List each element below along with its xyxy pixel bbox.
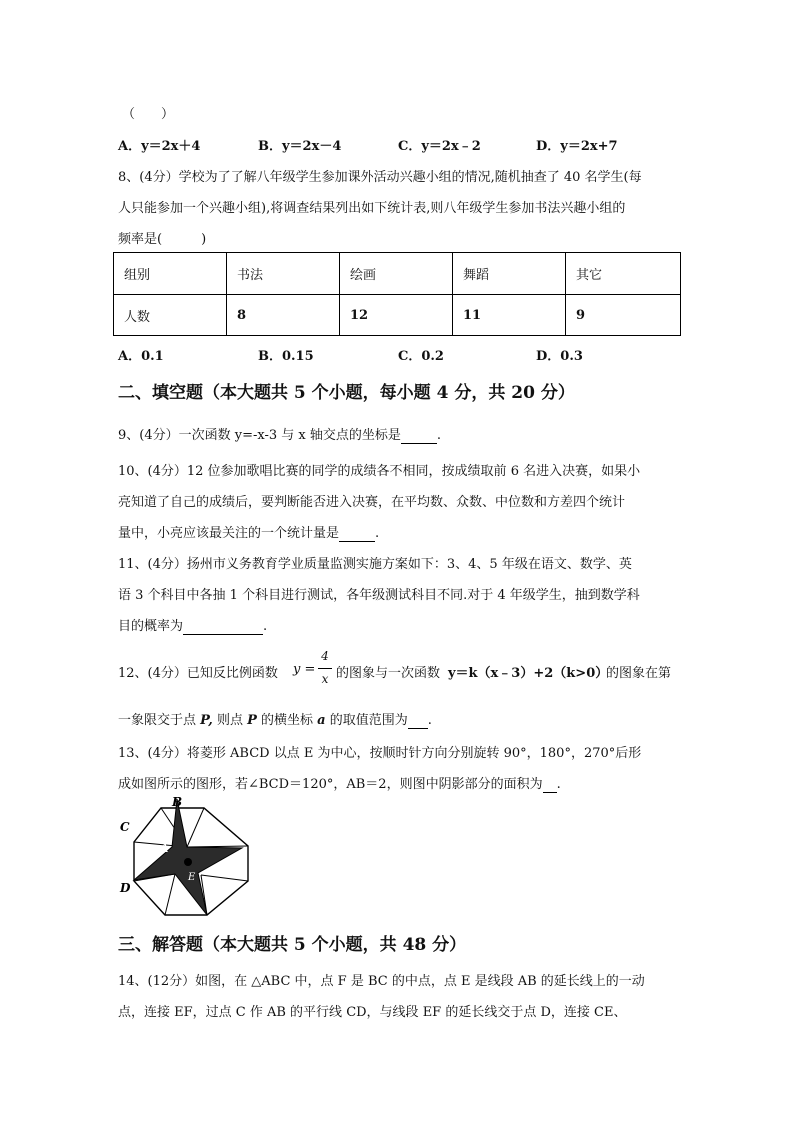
q13-answer-blank [543, 777, 557, 793]
q12-end: . [427, 713, 432, 728]
label-c: C [120, 820, 130, 834]
table-cell: 绘画 [340, 253, 453, 295]
q13-line-1: 13、(4分）将菱形 ABCD 以点 E 为中心，按顺时针方向分别旋转 90°，180°，270°后形 [118, 746, 642, 761]
center-point-e [184, 858, 192, 866]
q13-line-2 [118, 773, 561, 793]
q8-stat-table [113, 252, 681, 336]
label-a: A [160, 841, 169, 855]
q12-prefix: 12、(4分）已知反比例函数 [118, 666, 278, 681]
q12-answer-blank [408, 713, 428, 729]
q8-line-2: 人只能参加一个兴趣小组),将调查结果列出如下统计表,则八年级学生参加书法兴趣小组的 [118, 201, 626, 216]
q8-option-c: C．0.2 [398, 349, 444, 364]
q10-text: 量中，小亮应该最关注的一个统计量是 [118, 526, 340, 541]
q7-option-b: B．y＝2x－4 [258, 139, 342, 154]
table-cell: 组别 [114, 253, 227, 295]
table-cell: 书法 [227, 253, 340, 295]
q9-line [118, 424, 441, 444]
q8-line-1: 8、(4分）学校为了了解八年级学生参加课外活动兴趣小组的情况,随机抽查了 40 名学生(每 [118, 170, 642, 185]
q7-option-c: C．y＝2x﹣2 [398, 139, 481, 154]
q7-option-d: D．y＝2x+7 [536, 139, 618, 154]
q12-line2d: 的取值范围为 [329, 713, 408, 728]
table-cell: 9 [566, 295, 681, 336]
q12-a: a [317, 713, 326, 728]
q12-middle: 的图象与一次函数 [336, 666, 441, 681]
q11-line-2: 语 3 个科目中各抽 1 个科目进行测试，各年级测试科目不同.对于 4 年级学生，抽到数学科 [118, 588, 640, 603]
q8-option-b: B．0.15 [258, 349, 314, 364]
q9-end: . [436, 428, 442, 443]
q12-suffix: 的图象在第 [606, 666, 672, 681]
q11-text: 目的概率为 [118, 619, 184, 634]
table-cell: 12 [340, 295, 453, 336]
q8-line-3: 频率是( ) [118, 232, 207, 247]
q10-end: . [375, 526, 380, 541]
q12-fraction-num: 4 [321, 649, 329, 663]
label-b: B [172, 795, 183, 809]
q11-line-3 [118, 615, 267, 635]
label-e: E [188, 872, 196, 883]
table-header-row [114, 253, 681, 295]
q11-line-1: 11、(4分）扬州市义务教育学业质量监测实施方案如下：3、4、5 年级在语文、数学、英 [118, 557, 632, 572]
q9-answer-blank [401, 428, 437, 444]
q10-line-3 [118, 522, 379, 542]
q7-answer-paren: （ ） [122, 107, 175, 122]
q12-fraction-bar [318, 668, 332, 669]
section-2-title: 二、填空题（本大题共 5 个小题，每小题 4 分，共 20 分） [118, 383, 575, 403]
q12-line2b: 则点 [216, 713, 243, 728]
table-cell: 其它 [566, 253, 681, 295]
q14-line-1: 14、(12分）如图，在 △ABC 中，点 F 是 BC 的中点，点 E 是线段 AB 的延长线上的一动 [118, 974, 645, 989]
q11-end: . [263, 619, 268, 634]
q7-option-a: A．y＝2x＋4 [118, 139, 201, 154]
table-cell: 舞蹈 [453, 253, 566, 295]
q13-end: . [556, 777, 561, 792]
q12-linear: y＝k（x﹣3）+2（k>0） [448, 666, 609, 681]
q10-line-1: 10、(4分）12 位参加歌唱比赛的同学的成绩各不相同，按成绩取前 6 名进入决赛，如果小 [118, 464, 641, 479]
q8-option-a: A．0.1 [118, 349, 164, 364]
q8-option-d: D．0.3 [536, 349, 583, 364]
q11-answer-blank [183, 619, 263, 635]
q10-line-2: 亮知道了自己的成绩后，要判断能否进入决赛，在平均数、众数、中位数和方差四个统计 [118, 495, 626, 510]
q12-y-eq: y = [293, 662, 316, 677]
label-d: D [120, 881, 131, 895]
q14-line-2: 点，连接 EF，过点 C 作 AB 的平行线 CD，与线段 EF 的延长线交于点 D，连接 CE、 [118, 1005, 627, 1020]
q12-p2: P [247, 713, 257, 728]
q12-line2a: 一象限交于点 [118, 713, 197, 728]
table-cell: 11 [453, 295, 566, 336]
q12-p: P, [200, 713, 213, 728]
q12-line-2 [118, 709, 432, 729]
table-cell: 8 [227, 295, 340, 336]
section-3-title: 三、解答题（本大题共 5 个小题，共 48 分） [118, 935, 467, 955]
table-cell: 人数 [114, 295, 227, 336]
q12-fraction-den: x [321, 672, 329, 686]
q12-line2c: 的横坐标 [261, 713, 314, 728]
table-row [114, 295, 681, 336]
q9-text: 9、(4分）一次函数 y=-x-3 与 x 轴交点的坐标是 [118, 428, 401, 443]
q13-rhombus-figure [112, 793, 252, 921]
q13-text: 成如图所示的图形，若∠BCD＝120°，AB＝2，则图中阴影部分的面积为 [118, 777, 543, 792]
q10-answer-blank [339, 526, 375, 542]
